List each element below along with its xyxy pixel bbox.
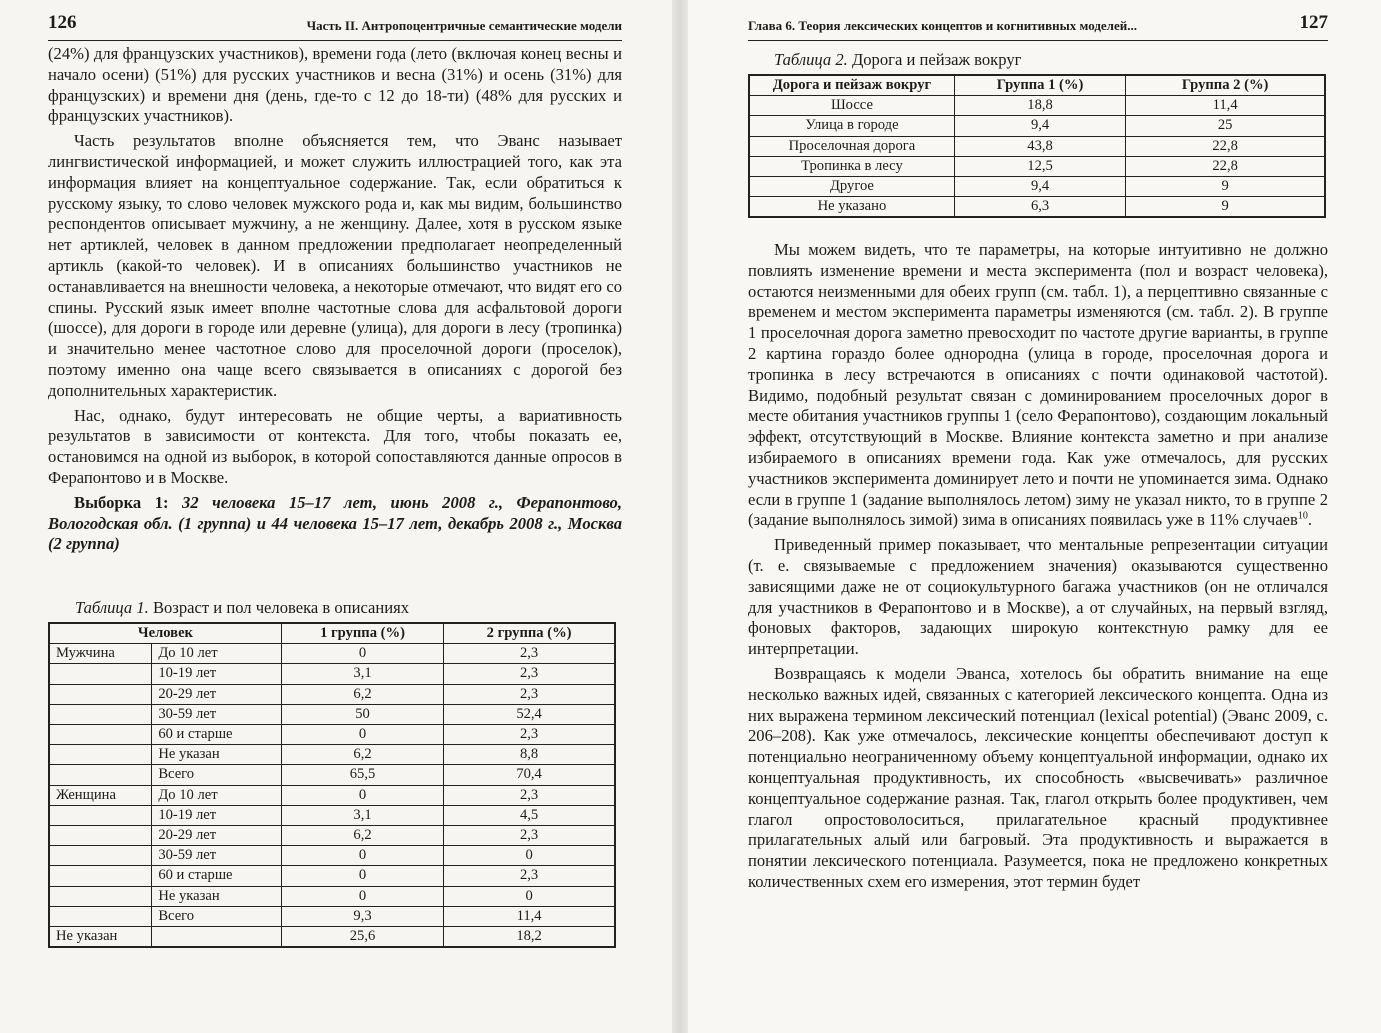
table2-caption-text: Дорога и пейзаж вокруг <box>851 50 1022 69</box>
table-cell: 22,8 <box>1126 136 1325 156</box>
table-cell: 0 <box>281 725 443 745</box>
table-cell: 30-59 лет <box>152 846 282 866</box>
table-cell: 60 и старше <box>152 866 282 886</box>
table-cell: 50 <box>281 704 443 724</box>
table-header-cell: Группа 1 (%) <box>954 75 1125 96</box>
table1-caption-label: Таблица 1. <box>75 598 149 617</box>
table-cell: Проселочная дорога <box>749 136 954 156</box>
table-cell: 0 <box>444 886 615 906</box>
table-row <box>49 906 615 926</box>
table-row <box>49 927 615 948</box>
table-cell: 11,4 <box>1126 96 1325 116</box>
table-cell: 9,4 <box>954 116 1125 136</box>
paragraph: Мы можем видеть, что те параметры, на которые интуитивно не должно повлиять изменение времени и места эксперимента (пол и возраст человека), остаются неизменными для обеих групп (см. табл. 1), а перцептивно связанные с временем и местом эксперимента параметры изменяются (см. табл. 2). В группе 1 проселочная дорога заметно превосходит по частоте другие варианты, в группе 2 картина гораздо более однородна (улица в городе, проселочная дорога и тропинка в лесу встречаются в описаниях с почти одинаковой частотой). Видимо, подобный результат связан с доминированием проселочных дорог в месте обитания участников группы 1 (село Ферапонтово), создающим локальный эффект, отсутствующий в Москве. Влияние контекста заметно и при анализе избираемого в описаниях времени года. Как уже отмечалось, для русских участников эксперимента доминирует лето и почти не упоминается зима. Однако если в группе 1 (задание выполнялось летом) зиму не указал никто, то в группе 2 (задание выполнялось зимой) зима в описаниях появилась уже в 11% случаев$^{10}$. <box>748 240 1328 530</box>
table-cell: Не указано <box>749 197 954 218</box>
right-body-text <box>748 240 1328 893</box>
table-cell <box>49 886 152 906</box>
table-cell: 65,5 <box>281 765 443 785</box>
table-cell: Всего <box>152 765 282 785</box>
table-row <box>749 156 1325 176</box>
table-cell: 2,3 <box>444 684 615 704</box>
table-cell: 9,3 <box>281 906 443 926</box>
table-header-cell: 1 группа (%) <box>281 623 443 644</box>
table-cell: 52,4 <box>444 704 615 724</box>
running-head-title-right: Глава 6. Теория лексических концептов и когнитивных моделей... <box>748 18 1137 33</box>
table-cell: 2,3 <box>444 725 615 745</box>
table-cell: 12,5 <box>954 156 1125 176</box>
table-cell <box>49 866 152 886</box>
sample-description <box>48 493 622 555</box>
right-page <box>688 0 1381 1033</box>
table-cell: 2,3 <box>444 664 615 684</box>
running-head-left <box>48 10 622 41</box>
table-cell: До 10 лет <box>152 644 282 664</box>
table-cell: 43,8 <box>954 136 1125 156</box>
table-cell: Не указан <box>152 745 282 765</box>
table-cell: 4,5 <box>444 805 615 825</box>
table-row <box>49 785 615 805</box>
left-body-text <box>48 44 622 555</box>
table-cell: 3,1 <box>281 805 443 825</box>
table-cell: Другое <box>749 177 954 197</box>
table-cell <box>49 846 152 866</box>
table-header-cell: Дорога и пейзаж вокруг <box>749 75 954 96</box>
sample-text: 32 человека 15–17 лет, июнь 2008 г., Ферапонтово, Вологодская обл. (1 группа) и 44 человека 15–17 лет, декабрь 2008 г., Москва (2 группа) <box>48 492 622 554</box>
table-cell: 0 <box>444 846 615 866</box>
table-row <box>49 725 615 745</box>
table-cell: 18,2 <box>444 927 615 948</box>
table-row <box>749 136 1325 156</box>
table-cell: Всего <box>152 906 282 926</box>
table-cell: Шоссе <box>749 96 954 116</box>
paragraph: Приведенный пример показывает, что ментальные репрезентации ситуации (т. е. связываемые с предложением значения) оказываются существенно зависящими даже не от социокультурного багажа участников (он не отличался для участников в Ферапонтово и в Москве), а от случайных, на первый взгляд, фоновых факторов, задающих широкую контекстную рамку для ее интерпретации. <box>748 535 1328 659</box>
table-cell: 3,1 <box>281 664 443 684</box>
table-cell: 9 <box>1126 197 1325 218</box>
table-row <box>49 704 615 724</box>
table-cell: 2,3 <box>444 785 615 805</box>
table-cell: До 10 лет <box>152 785 282 805</box>
table-cell: 0 <box>281 644 443 664</box>
table-road-landscape <box>748 74 1326 218</box>
table-row <box>49 664 615 684</box>
table-cell <box>49 765 152 785</box>
table-row <box>49 765 615 785</box>
table-cell: 2,3 <box>444 826 615 846</box>
table-cell: Женщина <box>49 785 152 805</box>
table-cell: 30-59 лет <box>152 704 282 724</box>
paragraph: Нас, однако, будут интересовать не общие черты, а вариативность результатов в зависимости от контекста. Для того, чтобы показать ее, остановимся на одной из выборок, в которой сопоставляются данные опросов в Ферапонтово и в Москве. <box>48 405 622 487</box>
table-cell <box>152 927 282 948</box>
table-cell: 60 и старше <box>152 725 282 745</box>
table-cell: 8,8 <box>444 745 615 765</box>
table-cell: Не указан <box>152 886 282 906</box>
table-cell <box>49 664 152 684</box>
table-cell: 0 <box>281 846 443 866</box>
table-header-cell: Человек <box>49 623 281 644</box>
table-cell: 11,4 <box>444 906 615 926</box>
table-cell <box>49 745 152 765</box>
table-cell: 0 <box>281 785 443 805</box>
table-cell: 25,6 <box>281 927 443 948</box>
table-cell: 2,3 <box>444 644 615 664</box>
table-row <box>49 826 615 846</box>
table-row <box>749 96 1325 116</box>
table-cell <box>49 704 152 724</box>
table-cell: 22,8 <box>1126 156 1325 176</box>
table-header-cell: 2 группа (%) <box>444 623 615 644</box>
table-cell: 18,8 <box>954 96 1125 116</box>
table-row <box>49 866 615 886</box>
running-head-title-left: Часть II. Антропоцентричные семантические модели <box>306 18 622 33</box>
left-page <box>0 0 672 1033</box>
table-header-cell: Группа 2 (%) <box>1126 75 1325 96</box>
table-cell: 9 <box>1126 177 1325 197</box>
table-cell: Мужчина <box>49 644 152 664</box>
footnote-mark: 10 <box>1297 510 1308 522</box>
table-cell: 6,2 <box>281 684 443 704</box>
paragraph: Часть результатов вполне объясняется тем, что Эванс называет лингвистической информацией, и может служить иллюстрацией того, как эта информация влияет на концептуальное содержание. Так, если обратиться к русскому языку, то слово человек мужского рода и, как мы видим, большинство респондентов описывает мужчину, а не женщину. Далее, хотя в русском языке нет артиклей, человек в данном предложении предполагает неопределенный артикль (какой-то человек). И в описаниях большинство участников не останавливается на внешности человека, а некоторые отмечают, что видят его со спины. Русский язык имеет вполне частотные слова для асфальтовой дороги (шоссе), для дороги в городе или деревне (улица), для дороги в лесу (тропинка) и значительно менее частотное слово для проселочной дороги (проселок), поэтому именно она чаще всего связывается в описаниях с дорогой без дополнительных характеристик. <box>48 131 622 400</box>
table-cell: Тропинка в лесу <box>749 156 954 176</box>
table-cell: 6,2 <box>281 745 443 765</box>
book-gutter <box>672 0 688 1033</box>
table1-caption-text: Возраст и пол человека в описаниях <box>152 598 410 617</box>
table-row <box>49 745 615 765</box>
table-cell: 20-29 лет <box>152 826 282 846</box>
table-cell: Улица в городе <box>749 116 954 136</box>
paragraph: (24%) для французских участников), времени года (лето (включая конец весны и начало осени) (51%) для русских участников и весна (31%) и осень (31%) для французских) и времени дня (день, где-то с 12 до 18-ти) (48% для русских и французских участников). <box>48 44 622 126</box>
table-cell <box>49 684 152 704</box>
table-row <box>49 886 615 906</box>
table-row <box>49 684 615 704</box>
table-age-sex <box>48 622 616 948</box>
table-cell <box>49 826 152 846</box>
table-header-row <box>749 75 1325 96</box>
table2-caption <box>774 50 1021 70</box>
table-row <box>49 846 615 866</box>
paragraph: Возвращаясь к модели Эванса, хотелось бы обратить внимание на еще несколько важных идей, связанных с категорией лексического концепта. Одна из них выражена термином лексический потенциал (lexical potential) (Эванс 2009, с. 206–208). Как уже отмечалось, лексические концепты обеспечивают доступ к потенциально неограниченному объему концептуальной информации, однако их концептуальная продуктивность, их способность «высвечивать» различное концептуальное содержание разная. Так, глагол открыть более продуктивен, чем глагол опростоволоситься, прилагательное красный продуктивнее прилагательных алый или багровый. Эта продуктивность и выражается в понятии лексического потенциала. Разумеется, пока не предложено конкретных количественных схем его измерения, этот термин будет <box>748 663 1328 891</box>
page-number-right: 127 <box>1299 12 1328 33</box>
table-row <box>49 805 615 825</box>
table-cell: 2,3 <box>444 866 615 886</box>
table-cell: 20-29 лет <box>152 684 282 704</box>
table-row <box>49 644 615 664</box>
sample-label: Выборка 1: <box>74 492 169 512</box>
page-number-left: 126 <box>48 12 77 33</box>
table-cell: 6,3 <box>954 197 1125 218</box>
table-cell: 0 <box>281 886 443 906</box>
table1-caption <box>75 598 409 618</box>
table-row <box>749 177 1325 197</box>
table-row <box>749 197 1325 218</box>
table-cell: 70,4 <box>444 765 615 785</box>
table-cell <box>49 906 152 926</box>
table-cell: 6,2 <box>281 826 443 846</box>
table-cell <box>49 805 152 825</box>
table2-caption-label: Таблица 2. <box>774 50 848 69</box>
table-cell: 9,4 <box>954 177 1125 197</box>
table-cell: 0 <box>281 866 443 886</box>
table-cell: Не указан <box>49 927 152 948</box>
table-header-row <box>49 623 615 644</box>
table-cell: 10-19 лет <box>152 805 282 825</box>
table-cell: 10-19 лет <box>152 664 282 684</box>
running-head-right <box>748 10 1328 41</box>
table-cell: 25 <box>1126 116 1325 136</box>
table-row <box>749 116 1325 136</box>
table-cell <box>49 725 152 745</box>
